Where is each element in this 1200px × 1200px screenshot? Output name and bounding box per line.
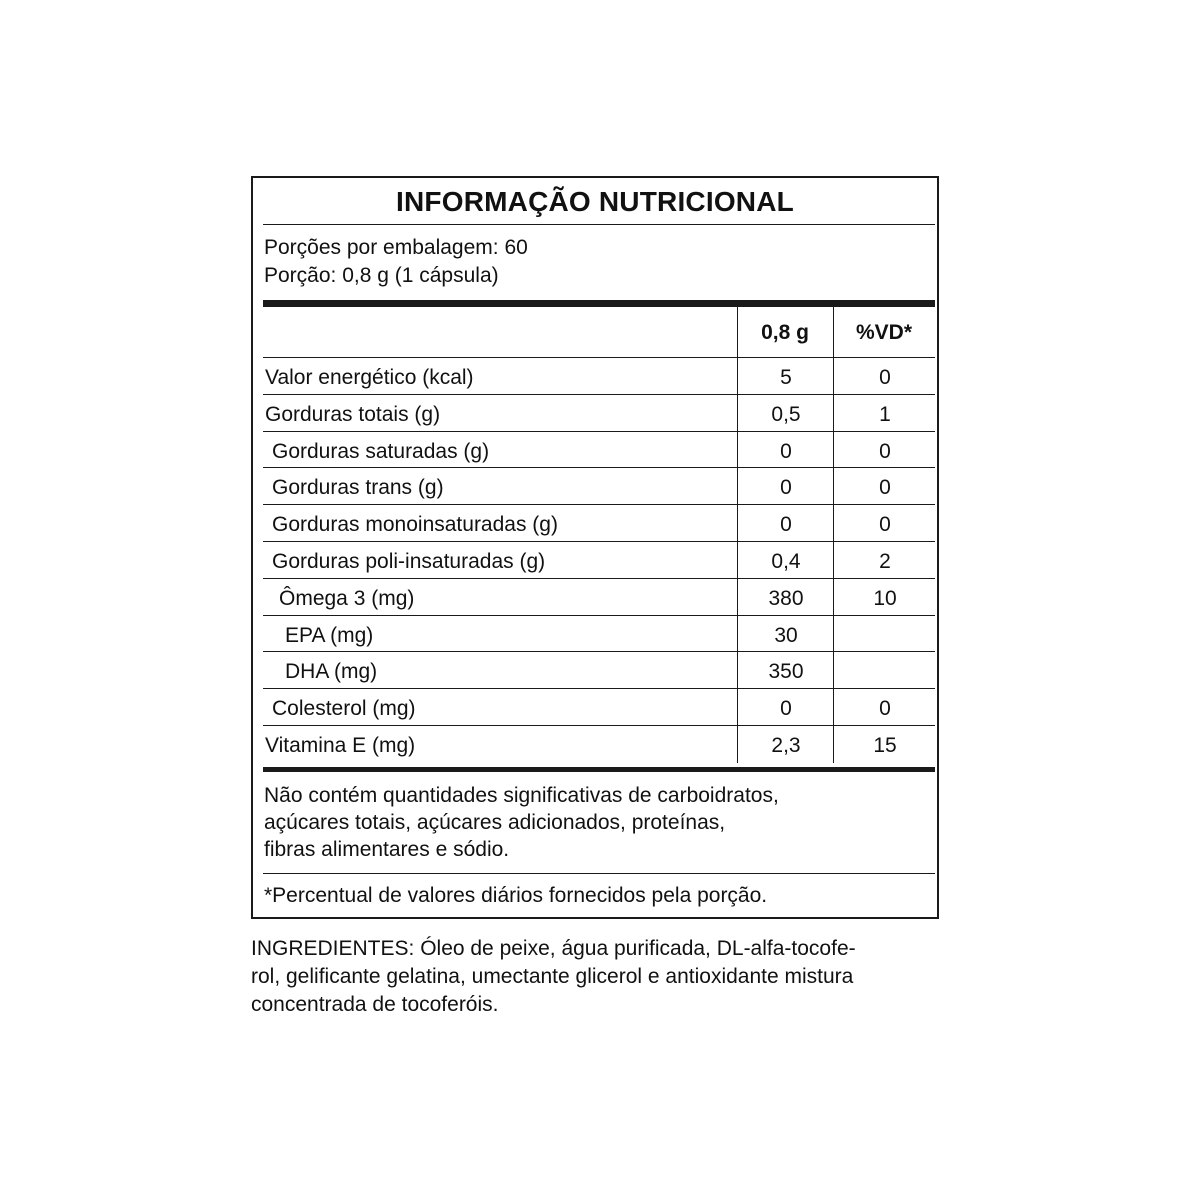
nutrient-name: EPA (mg) [285,623,374,647]
nutrient-quantity: 0 [737,432,834,469]
serving-info [264,234,528,290]
nutrition-facts-label [251,176,939,919]
nutrient-quantity: 30 [737,616,834,653]
table-row [263,541,935,578]
not-significant-line-3: fibras alimentares e sódio. [264,838,510,861]
ingredients-line-1: INGREDIENTES: Óleo de peixe, água purificada, DL-alfa-tocofe- [251,937,856,960]
nutrient-quantity: 380 [737,579,834,616]
nutrient-vd: 0 [833,468,936,505]
nutrient-name: Valor energético (kcal) [265,366,474,389]
vd-footnote: *Percentual de valores diários fornecidos pela porção. [264,884,768,907]
portion-size: Porção: 0,8 g (1 cápsula) [264,264,499,287]
nutrient-vd: 0 [833,505,936,542]
table-row [263,394,935,431]
nutrient-name: DHA (mg) [285,660,378,684]
nutrient-name: Ômega 3 (mg) [279,586,415,610]
table-row [263,688,935,725]
nutrient-name: Colesterol (mg) [272,697,416,721]
ingredients-line-3: concentrada de tocoferóis. [251,993,499,1016]
ingredients-line-2: rol, gelificante gelatina, umectante glicerol e antioxidante mistura [251,965,854,988]
nutrient-name: Gorduras trans (g) [272,476,444,500]
nutrient-quantity: 350 [737,652,834,689]
nutrient-vd: 1 [833,395,936,432]
nutrient-vd: 0 [833,358,936,395]
nutrient-name: Gorduras poli-insaturadas (g) [272,550,546,573]
table-row [263,725,935,762]
header-quantity: 0,8 g [761,321,809,344]
header-vd: %VD* [855,321,913,344]
table-row [263,504,935,541]
nutrient-vd [833,616,936,653]
footnote-divider [263,873,935,874]
nutrient-quantity: 0,4 [737,542,834,579]
not-significant-note [264,782,924,863]
nutrient-quantity: 0,5 [737,395,834,432]
portions-per-package: Porções por embalagem: 60 [264,236,528,259]
table-row [263,578,935,615]
table-header-row [263,305,935,357]
label-title: INFORMAÇÃO NUTRICIONAL [396,186,794,217]
table-row [263,651,935,688]
nutrient-quantity: 0 [737,505,834,542]
nutrient-quantity: 5 [737,358,834,395]
nutrient-vd: 2 [833,542,936,579]
table-row [263,431,935,468]
nutrient-name: Gorduras monoinsaturadas (g) [272,513,558,537]
nutrient-name: Vitamina E (mg) [265,734,416,757]
nutrient-vd: 0 [833,689,936,726]
table-row [263,357,935,394]
not-significant-line-2: açúcares totais, açúcares adicionados, proteínas, [264,811,726,834]
not-significant-line-1: Não contém quantidades significativas de carboidratos, [264,784,779,807]
nutrient-vd: 15 [833,726,936,763]
ingredients-text [251,935,951,1019]
table-bottom-bar [263,767,935,772]
nutrient-name: Gorduras saturadas (g) [272,439,490,463]
table-row [263,615,935,652]
nutrient-quantity: 0 [737,468,834,505]
nutrient-quantity: 2,3 [737,726,834,763]
title-divider [263,224,935,225]
nutrient-vd: 0 [833,432,936,469]
nutrient-vd [833,652,936,689]
nutrient-name: Gorduras totais (g) [265,402,441,426]
table-row [263,467,935,504]
nutrient-vd: 10 [833,579,936,616]
nutrient-quantity: 0 [737,689,834,726]
